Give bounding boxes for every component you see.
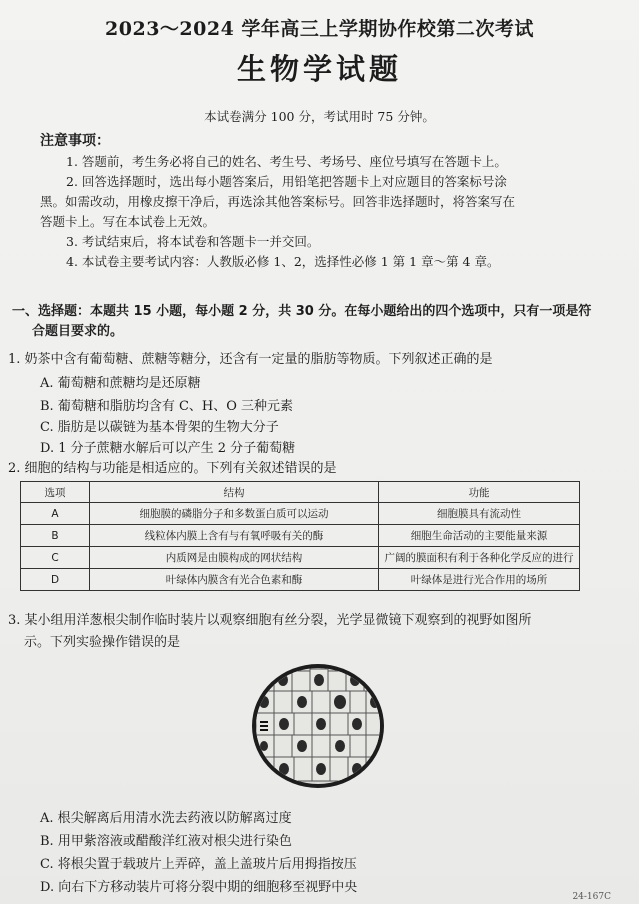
table-cell: 细胞膜的磷脂分子和多数蛋白质可以运动: [90, 503, 379, 525]
table-cell: A: [21, 503, 90, 525]
question-3-stem: [8, 610, 608, 654]
table-row: [21, 569, 580, 591]
section-heading-line: 一、选择题：本题共 15 小题，每小题 2 分，共 30 分。在每小题给出的四个选项中，只有一项是符: [12, 304, 592, 319]
table-row: [21, 503, 580, 525]
question-3-option-a: A. 根尖解离后用清水洗去药液以防解离过度: [40, 811, 292, 826]
exam-subtitle: 2023～2024 学年高三上学期协作校第二次考试: [105, 18, 534, 40]
exam-title: 生物学试题: [236, 52, 402, 86]
table-cell: 叶绿体是进行光合作用的场所: [379, 569, 580, 591]
question-1-option-a: A. 葡萄糖和蔗糖均是还原糖: [40, 376, 201, 391]
question-1-option-b: B. 葡萄糖和脂肪均含有 C、H、O 三种元素: [40, 399, 294, 414]
question-1-option-d: D. 1 分子蔗糖水解后可以产生 2 分子葡萄糖: [40, 441, 296, 456]
question-3-option-b: B. 用甲紫溶液或醋酸洋红液对根尖进行染色: [40, 834, 292, 849]
table-header: 功能: [379, 482, 580, 503]
notice-item: 答题卡上。写在本试卷上无效。: [40, 214, 216, 229]
table-cell: C: [21, 547, 90, 569]
section-heading-line: 合题目要求的。: [32, 324, 124, 339]
table-cell: D: [21, 569, 90, 591]
notice-item: 1. 答题前，考生务必将自己的姓名、考生号、考场号、座位号填写在答题卡上。: [66, 154, 507, 169]
table-header-row: [21, 482, 580, 503]
exam-header: [0, 14, 639, 88]
table-cell: 细胞膜具有流动性: [379, 503, 580, 525]
table-row: [21, 525, 580, 547]
notice-item: 黑。如需改动，用橡皮擦干净后，再选涂其他答案标号。回答非选择题时，将答案写在: [40, 194, 516, 209]
table-row: [21, 547, 580, 569]
table-cell: 广阔的膜面积有利于各种化学反应的进行: [379, 547, 580, 569]
question-3-stem-line: 示。下列实验操作错误的是: [24, 635, 181, 650]
question-1-option-c: C. 脂肪是以碳链为基本骨架的生物大分子: [40, 420, 279, 435]
page-code: 24-167C: [572, 892, 611, 902]
question-2-table: [20, 481, 580, 591]
question-3-stem-line: 3. 某小组用洋葱根尖制作临时装片以观察细胞有丝分裂，光学显微镜下观察到的视野如图所: [8, 613, 532, 628]
table-cell: 线粒体内膜上含有与有氧呼吸有关的酶: [90, 525, 379, 547]
table-cell: 叶绿体内膜含有光合色素和酶: [90, 569, 379, 591]
question-1-stem: 1. 奶茶中含有葡萄糖、蔗糖等糖分，还含有一定量的脂肪等物质。下列叙述正确的是: [8, 352, 493, 367]
notice-title: 注意事项：: [40, 133, 110, 149]
score-line: 本试卷满分 100 分，考试用时 75 分钟。: [204, 109, 435, 124]
table-header: 结构: [90, 482, 379, 503]
table-cell: 内质网是由膜构成的网状结构: [90, 547, 379, 569]
section-heading: [12, 302, 602, 342]
table-cell: B: [21, 525, 90, 547]
question-3-option-c: C. 将根尖置于载玻片上弄碎，盖上盖玻片后用拇指按压: [40, 857, 357, 872]
question-3-option-d: D. 向右下方移动装片可将分裂中期的细胞移至视野中央: [40, 880, 358, 895]
question-2-stem: 2. 细胞的结构与功能是相适应的。下列有关叙述错误的是: [8, 461, 337, 476]
microscope-field-image: [250, 663, 386, 789]
notice-item: 4. 本试卷主要考试内容：人教版必修 1、2，选择性必修 1 第 1 章～第 4 章。: [66, 254, 500, 269]
table-cell: 细胞生命活动的主要能量来源: [379, 525, 580, 547]
notice-item: 3. 考试结束后，将本试卷和答题卡一并交回。: [66, 234, 320, 249]
table-header: 选项: [21, 482, 90, 503]
notice-item: 2. 回答选择题时，选出每小题答案后，用铅笔把答题卡上对应题目的答案标号涂: [66, 174, 507, 189]
notice-list: [40, 152, 560, 272]
